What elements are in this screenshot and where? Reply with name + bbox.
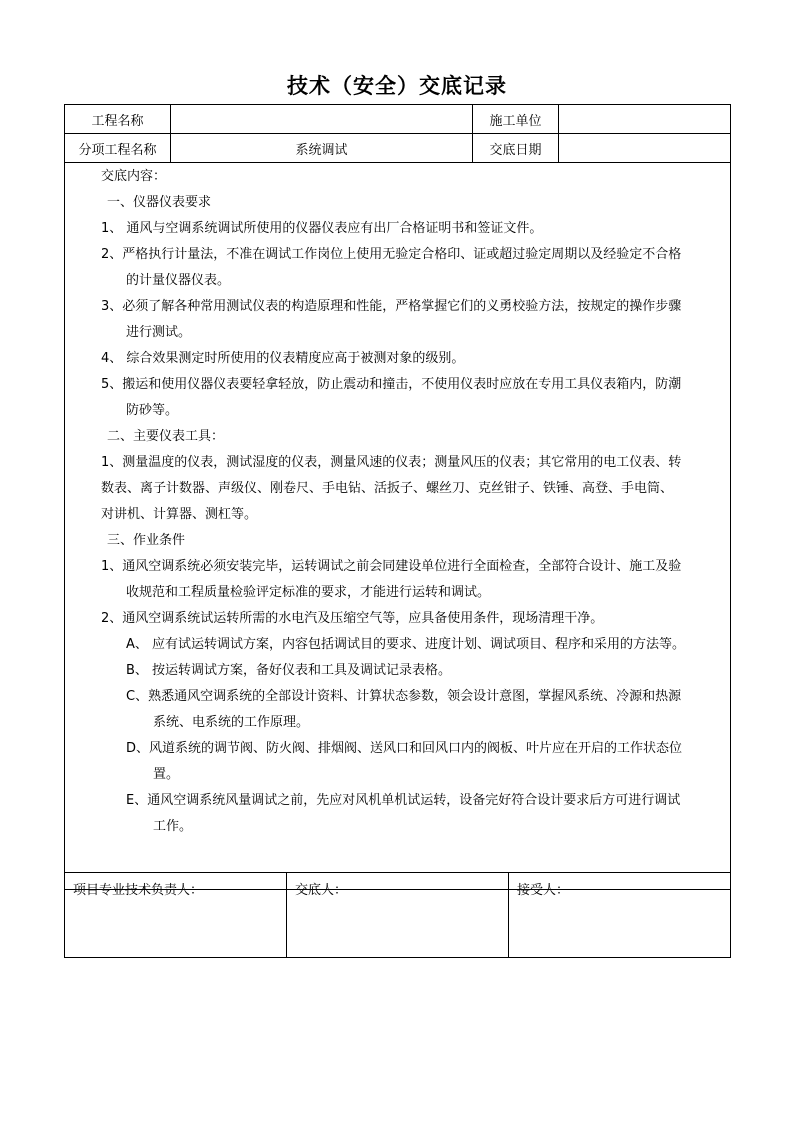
content-line: 三、作业条件	[107, 533, 186, 548]
content-line: 5、搬运和使用仪器仪表要轻拿轻放，防止震动和撞击，不使用仪表时应放在专用工具仪表箱内，防潮	[101, 377, 682, 392]
content-line: 一、仪器仪表要求	[107, 195, 212, 210]
discloser-signature: 交底人：	[287, 873, 509, 958]
content-line: 置。	[153, 767, 180, 782]
content-line: 进行测试。	[126, 325, 192, 340]
tech-lead-signature: 项目专业技术负责人：	[65, 873, 287, 958]
contractor-value	[559, 105, 731, 134]
content-line: 工作。	[153, 819, 193, 834]
page-title: 技术（安全）交底记录	[287, 74, 507, 98]
receiver-signature: 接受人：	[509, 873, 731, 958]
content-line: 的计量仪器仪表。	[126, 273, 231, 288]
date-label: 交底日期	[473, 134, 559, 163]
content-line: 收规范和工程质量检验评定标准的要求，才能进行运转和调试。	[126, 585, 491, 600]
content-line: 二、主要仪表工具：	[107, 429, 225, 444]
content-cell	[65, 163, 731, 890]
content-line: E、通风空调系统风量调试之前，先应对风机单机试运转，设备完好符合设计要求后方可进行调试	[126, 793, 681, 808]
content-line: 1、通风空调系统必须安装完毕，运转调试之前会同建设单位进行全面检查，全部符合设计、施工及验	[101, 559, 682, 574]
sub-project-value: 系统调试	[171, 134, 473, 163]
content-line: C、熟悉通风空调系统的全部设计资料、计算状态参数，领会设计意图，掌握风系统、冷源和热源	[126, 689, 682, 704]
sub-project-label: 分项工程名称	[65, 134, 171, 163]
content-line: 对讲机、计算器、测杠等。	[101, 507, 258, 522]
content-line: 2、严格执行计量法，不准在调试工作岗位上使用无验定合格印、证或超过验定周期以及经验定不合格	[101, 247, 682, 262]
disclosure-table	[64, 104, 731, 890]
content-heading: 交底内容：	[101, 169, 167, 184]
content-line: D、风道系统的调节阀、防火阀、排烟阀、送风口和回风口内的阀板、叶片应在开启的工作状态位	[126, 741, 683, 756]
content-line: 4、 综合效果测定时所使用的仪表精度应高于被测对象的级别。	[101, 351, 465, 366]
content-line: 1、测量温度的仪表，测试湿度的仪表，测量风速的仪表；测量风压的仪表；其它常用的电工仪表、转	[101, 455, 682, 470]
content-line: 防砂等。	[126, 403, 179, 418]
content-line: B、 按运转调试方案，备好仪表和工具及调试记录表格。	[126, 663, 452, 678]
content-line: 3、必须了解各种常用测试仪表的构造原理和性能，严格掌握它们的义勇校验方法，按规定的操作步骤	[101, 299, 682, 314]
content-line: 数表、离子计数器、声级仪、刚卷尺、手电钻、活扳子、螺丝刀、克丝钳子、铁锤、高登、手电筒、	[101, 481, 674, 496]
project-name-value	[171, 105, 473, 134]
project-name-label: 工程名称	[65, 105, 171, 134]
signature-table	[64, 872, 731, 958]
contractor-label: 施工单位	[473, 105, 559, 134]
content-line: 系统、电系统的工作原理。	[153, 715, 310, 730]
content-line: A、 应有试运转调试方案，内容包括调试目的要求、进度计划、调试项目、程序和采用的方法等。	[126, 637, 686, 652]
content-line: 2、通风空调系统试运转所需的水电汽及压缩空气等，应具备使用条件，现场清理干净。	[101, 611, 604, 626]
date-value	[559, 134, 731, 163]
content-line: 1、 通风与空调系统调试所使用的仪器仪表应有出厂合格证明书和签证文件。	[101, 221, 543, 236]
